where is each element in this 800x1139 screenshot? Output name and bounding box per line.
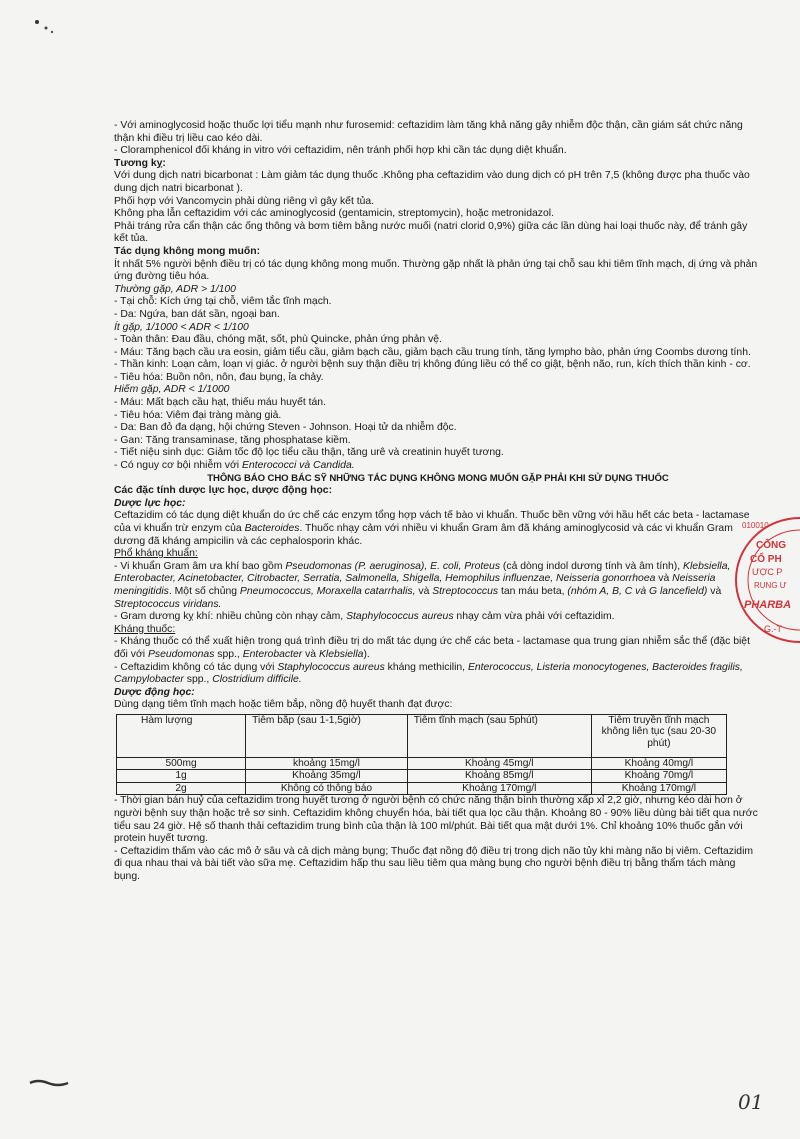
frequency-heading: Ít gặp, 1/1000 < ADR < 1/100: [114, 321, 249, 333]
text-line: - Tiết niệu sinh dục: Giảm tốc độ lọc tiểu cầu thận, tăng urê và creatinin huyết tương.: [114, 447, 504, 459]
text-segment: Pseudomonas: [147, 648, 215, 660]
section-heading-adr: Tác dụng không mong muốn:: [114, 245, 261, 257]
table-cell: Khoảng 85mg/l: [407, 770, 591, 783]
frequency-heading: Hiếm gặp, ADR < 1/1000: [114, 384, 230, 396]
table-cell: Không có thông báo: [246, 782, 408, 795]
text-line: [114, 561, 762, 611]
text-segment: Enterobacter: [242, 648, 303, 660]
text-segment: spp.,: [214, 648, 243, 660]
pk-table: [116, 714, 727, 796]
scan-speck-bottom: [28, 1078, 88, 1088]
table-row: [117, 770, 727, 783]
text-segment: Bacteroides: [244, 523, 300, 534]
text-segment: Enterococci và Candida.: [241, 460, 355, 472]
text-line: - Ceftazidim thấm vào các mô ở sâu và cả dịch màng bụng; Thuốc đạt nồng độ điều trị trong dịch não tủy khi màng não bị viêm. Ceftazidim đi qua nhau thai và bài tiết vào sữa mẹ. Ceftazidim hấp thu sau liều tiêm qua màng bụng cho người bệnh điều trị bằng thẩm tách màng bụng.: [114, 845, 754, 882]
table-cell: khoảng 15mg/l: [246, 757, 408, 770]
text-segment: Clostridium difficile.: [212, 674, 302, 686]
text-line: [114, 611, 762, 624]
table-header-cell: Tiêm truyền tĩnh mạch không liên tục (sau 20-30 phút): [591, 714, 726, 757]
section-heading-pharma: Các đặc tính dược lực học, dược động học:: [114, 485, 333, 497]
stamp-line: CỔ PH: [750, 554, 782, 565]
text-segment: Staphylococcus aureus: [346, 611, 454, 623]
text-line: - Da: Ban đỏ đa dạng, hội chứng Steven - Johnson. Hoại tử da nhiễm độc.: [114, 422, 457, 434]
scan-speck-top: [32, 18, 62, 38]
text-segment: (nhóm A, B, C và G lancefield): [567, 585, 708, 597]
table-cell: Khoảng 40mg/l: [591, 757, 726, 770]
handwritten-page-mark: 01: [738, 1090, 764, 1114]
text-segment: Pseudomonas (P. aeruginosa), E. coli, Proteus: [285, 560, 501, 572]
text-segment: Streptococcus viridans.: [114, 598, 222, 610]
table-row: [117, 782, 727, 795]
table-cell: Khoảng 170mg/l: [407, 782, 591, 795]
text-segment: . Thuốc nhạy cảm với nhiều vi khuẩn Gram âm đã kháng aminoglycosid và các vi khuẩn Gram dương đã kháng ampicilin và các cephalosporin khác.: [114, 523, 733, 547]
text-segment: . Một số chủng: [168, 585, 240, 597]
text-segment: Streptococcus: [432, 585, 499, 597]
stamp-line: G.-T: [764, 624, 782, 634]
text-line: Dùng dạng tiêm tĩnh mạch hoặc tiêm bắp, nồng độ huyết thanh đạt được:: [114, 699, 453, 711]
text-segment: và: [415, 585, 433, 597]
text-segment: Enterococcus, Listeria monocytogenes, Bacteroides fragilis, Campylobacter: [114, 661, 743, 686]
text-line: - Máu: Mất bạch cầu hạt, thiếu máu huyết tán.: [114, 397, 326, 409]
text-segment: nhạy cảm vừa phải với ceftazidim.: [453, 611, 615, 623]
company-stamp: [730, 510, 800, 650]
table-cell: Khoảng 170mg/l: [591, 782, 726, 795]
text-line: - Da: Ngứa, ban dát sần, ngoại ban.: [114, 308, 280, 320]
text-line: [114, 636, 762, 661]
text-segment: - Kháng thuốc có thể xuất hiện trong quá trình điều trị do mất tác dụng ức chế các beta - lactamase qua trung gian nhiễm sắc thể (đặc biệt đối với: [114, 636, 750, 660]
section-heading-tuong-ky: Tương kỵ:: [114, 157, 166, 169]
text-line: [114, 662, 762, 687]
text-segment: - Cloramphenicol đối kháng in vitro với ceftazidim, nên tránh phối hợp khi cần tác dụng diệt khuẩn.: [114, 145, 567, 157]
subheading-pharmacodynamics: Dược lực học:: [114, 497, 186, 509]
text-segment: kháng methicilin,: [384, 661, 468, 673]
text-segment: Klebsiella, Enterobacter, Acinetobacter, Citrobacter, Serratia, Salmonella, Shigella, Hemophilus influenzae, Neisseria gonorrhoea: [114, 560, 731, 585]
stamp-line: ƯỢC P: [752, 567, 783, 577]
text-segment: spp.,: [183, 674, 213, 686]
stamp-number: 010010: [742, 521, 769, 530]
table-cell: Khoảng 35mg/l: [246, 770, 408, 783]
subheading-spectrum: Phổ kháng khuẩn:: [114, 548, 198, 560]
stamp-line: CÔNG: [756, 540, 786, 551]
adr-notice: THÔNG BÁO CHO BÁC SỸ NHỮNG TÁC DỤNG KHÔNG MONG MUỐN GẶP PHẢI KHI SỬ DỤNG THUỐC: [207, 472, 669, 484]
text-segment: và: [302, 648, 319, 660]
text-line: Phải tráng rửa cẩn thận các ống thông và bơm tiêm bằng nước muối (natri clorid 0,9%) giữa các lần dùng hai loại thuốc này, để tránh gây kết tủa.: [114, 220, 748, 245]
text-line: - Máu: Tăng bạch cầu ưa eosin, giảm tiểu cầu, giảm bạch cầu, giảm bạch cầu trung tính, tăng lympho bào, phản ứng Coombs dương tính.: [114, 346, 751, 358]
text-segment: - Gram dương kỵ khí: nhiều chủng còn nhạy cảm,: [114, 611, 347, 623]
table-header-cell: Tiêm bắp (sau 1-1,5giờ): [246, 714, 408, 757]
text-line: - Tại chỗ: Kích ứng tại chỗ, viêm tắc tĩnh mạch.: [114, 296, 332, 308]
table-cell: 1g: [117, 770, 246, 783]
table-row: [117, 757, 727, 770]
text-line: - Gan: Tăng transaminase, tăng phosphatase kiềm.: [114, 434, 351, 446]
text-segment: - Có nguy cơ bội nhiễm với: [114, 460, 242, 472]
text-segment: tan máu beta,: [498, 585, 568, 597]
text-line: - Thời gian bán huỷ của ceftazidim trong huyết tương ở người bệnh có chức năng thận bình thường xấp xỉ 2,2 giờ, nhưng kéo dài hơn ở người bệnh suy thận hoặc trẻ sơ sinh. Ceftazidim không chuyển hóa, bài tiết qua lọc cầu thận. Khoảng 80 - 90% liều dùng bài tiết qua nước tiểu sau 24 giờ. Hệ số thanh thải ceftazidim trung bình của thận là 100 ml/phút. Bài tiết qua mật dưới 1%. Chỉ khoảng 10% thuốc gắn với protein huyết tương.: [114, 795, 758, 845]
text-line: Ít nhất 5% người bệnh điều trị có tác dụng không mong muốn. Thường gặp nhất là phản ứng tại chỗ sau khi tiêm tĩnh mạch, dị ứng và phản ứng đường tiêu hóa.: [114, 258, 758, 283]
stamp-line: RUNG Ư: [754, 581, 787, 590]
text-segment: và: [707, 585, 722, 597]
table-header-cell: Tiêm tĩnh mạch (sau 5phút): [407, 714, 591, 757]
text-line: - Tiêu hóa: Buồn nôn, nôn, đau bụng, ỉa chảy.: [114, 371, 324, 383]
text-segment: - Ceftazidim không có tác dụng với: [114, 661, 278, 673]
text-segment: - Vi khuẩn Gram âm ưa khí bao gồm: [114, 560, 286, 572]
stamp-line: PHARBA: [744, 599, 792, 611]
table-header-row: [117, 714, 727, 757]
text-line: - Tiêu hóa: Viêm đại tràng màng giả.: [114, 409, 282, 421]
text-segment: Neisseria meningitidis: [114, 573, 716, 597]
text-line: - Toàn thân: Đau đầu, chóng mặt, sốt, phù Quincke, phản ứng phản vệ.: [114, 334, 442, 346]
table-cell: Khoảng 45mg/l: [407, 757, 591, 770]
interaction-paragraph: [114, 145, 762, 158]
text-line: - Thần kinh: Loạn cảm, loạn vị giác. ở người bệnh suy thận điều trị không đúng liều có thể co giật, bệnh não, run, kích thích thần kinh - cơ.: [114, 359, 751, 371]
table-cell: 2g: [117, 782, 246, 795]
interaction-paragraph: - Với aminoglycosid hoặc thuốc lợi tiểu mạnh như furosemid: ceftazidim làm tăng khả năng gây nhiễm độc thận, cần giám sát chức năng thận khi điều trị liều cao kéo dài.: [114, 120, 743, 144]
subheading-pharmacokinetics: Dược động học:: [114, 686, 195, 698]
text-line: Với dung dịch natri bicarbonat : Làm giảm tác dụng thuốc .Không pha ceftazidim vào dung dịch có pH trên 7,5 (không được pha thuốc vào dung dịch natri bicarbonat ).: [114, 170, 750, 194]
text-line: [114, 460, 762, 473]
text-segment: và: [655, 573, 673, 585]
text-segment: Staphylococcus aureus: [277, 661, 385, 673]
subheading-resistance: Kháng thuốc:: [114, 623, 176, 635]
text-line: Phối hợp với Vancomycin phải dùng riêng vì gây kết tủa.: [114, 195, 375, 207]
text-segment: Pneumococcus, Moraxella catarrhalis,: [239, 585, 416, 597]
text-segment: (cả dòng indol dương tính và âm tính),: [500, 560, 684, 572]
table-cell: Khoảng 70mg/l: [591, 770, 726, 783]
table-header-cell: Hàm lượng: [117, 714, 246, 757]
document-body: [114, 120, 762, 884]
text-line: Không pha lẫn ceftazidim với các aminoglycosid (gentamicin, streptomycin), hoặc metronidazol.: [114, 208, 554, 220]
text-segment: Ceftazidim có tác dụng diệt khuẩn do ức chế các enzym tổng hợp vách tế bào vi khuẩn. Thuốc bền vững với hầu hết các beta - lactamase của vi khuẩn trừ enzym của: [114, 510, 750, 534]
table-cell: 500mg: [117, 757, 246, 770]
frequency-heading: Thường gặp, ADR > 1/100: [114, 283, 236, 295]
text-segment: Klebsiella: [318, 648, 364, 660]
text-line: [114, 510, 762, 548]
text-segment: ).: [363, 648, 370, 660]
